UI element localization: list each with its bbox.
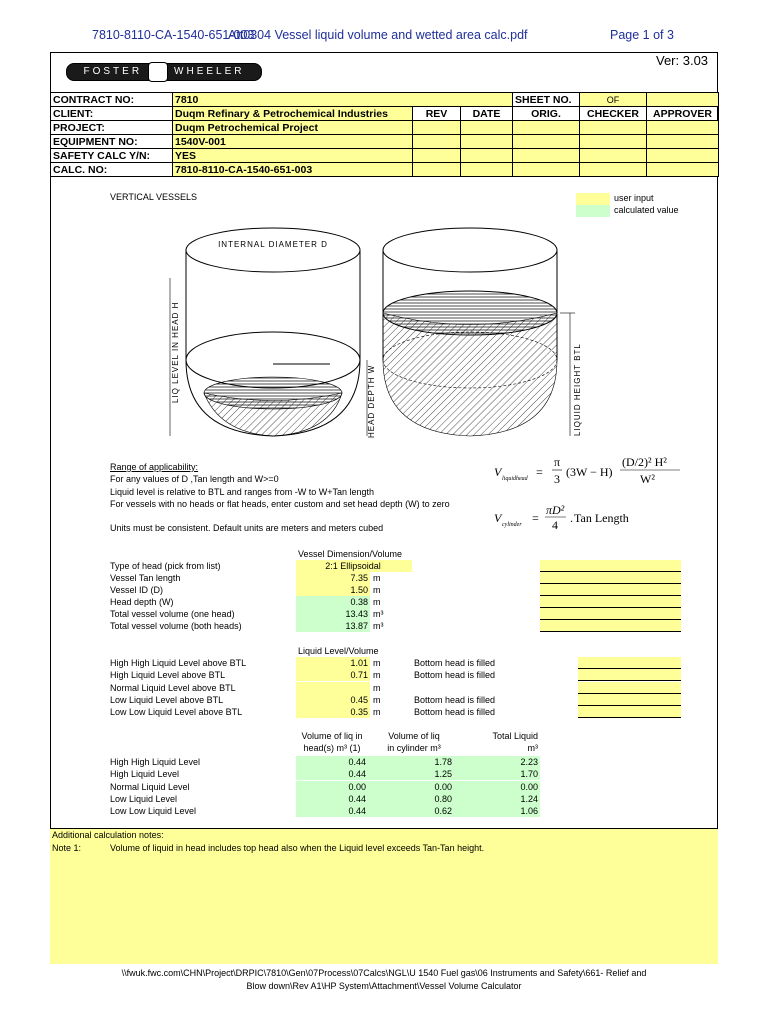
vessel-row-unit: m: [373, 573, 381, 583]
liquid-row-unit: m: [373, 707, 381, 717]
approver-header: APPROVER: [647, 107, 719, 121]
document-title: 7810-8110-CA-1540-651-003: [92, 28, 255, 42]
volume-total-value: 2.23: [454, 756, 540, 768]
vessel-diagram: [160, 218, 600, 458]
col-head-volume-header: Volume of liq in: [301, 731, 363, 741]
svg-text:V: V: [494, 465, 502, 479]
col-head-volume-subheader: head(s) m³ (1): [303, 743, 361, 753]
liquid-row-label: High Liquid Level above BTL: [110, 670, 226, 680]
orig-cell[interactable]: [513, 121, 580, 135]
orig-header: ORIG.: [513, 107, 580, 121]
formula-block: [490, 452, 690, 536]
volume-total-value: 1.24: [454, 793, 540, 805]
contract-label: CONTRACT NO:: [51, 93, 173, 107]
svg-text:V: V: [494, 511, 502, 525]
vessel-row-comment[interactable]: [540, 620, 681, 632]
vessel-row-comment[interactable]: [540, 572, 681, 584]
liquid-row-label: Low Low Liquid Level above BTL: [110, 707, 243, 717]
document-title-bar: [0, 28, 768, 48]
footer-line-2: Blow down\Rev A1\HP System\Attachment\Vessel Volume Calculator: [246, 981, 522, 991]
approver-cell[interactable]: [647, 121, 719, 135]
vessel-row-unit: m³: [373, 621, 384, 631]
legend-calculated: calculated value: [614, 205, 679, 215]
vessel-row-unit: m: [373, 585, 381, 595]
svg-text:(3W − H): (3W − H): [566, 465, 613, 479]
sheet-total[interactable]: [647, 93, 719, 107]
rev-cell[interactable]: [413, 121, 461, 135]
vessel-row-label: Vessel Tan length: [110, 573, 181, 583]
rev-cell[interactable]: [413, 163, 461, 177]
calc-label: CALC. NO:: [51, 163, 173, 177]
company-logo: [66, 63, 262, 81]
volume-head-value: 0.44: [296, 805, 368, 817]
liquid-row-note: Bottom head is filled: [414, 707, 496, 717]
logo-emblem-icon: [148, 62, 168, 82]
liquid-row-note: Bottom head is filled: [414, 658, 496, 668]
volume-head-value: 0.00: [296, 781, 368, 793]
client-value[interactable]: Duqm Refinary & Petrochemical Industries: [173, 107, 413, 121]
volume-row-label: High High Liquid Level: [110, 757, 201, 767]
liquid-row-value[interactable]: 0.35: [296, 706, 370, 718]
project-value[interactable]: Duqm Petrochemical Project: [173, 121, 413, 135]
table-row: [51, 135, 719, 149]
table-row: [51, 149, 719, 163]
vessel-row-label: Head depth (W): [110, 597, 174, 607]
checker-header: CHECKER: [580, 107, 647, 121]
logo-left-text: FOSTER: [83, 66, 143, 77]
vessel-row-label: Total vessel volume (one head): [110, 609, 235, 619]
vessel-row-comment[interactable]: [540, 584, 681, 596]
client-label: CLIENT:: [51, 107, 173, 121]
date-cell[interactable]: [461, 135, 513, 149]
volume-cyl-value: 0.80: [368, 793, 454, 805]
vessel-row-comment[interactable]: [540, 560, 681, 572]
liquid-row-value[interactable]: 1.01: [296, 657, 370, 669]
liquid-heading: Liquid Level/Volume: [298, 646, 379, 656]
date-cell[interactable]: [461, 121, 513, 135]
project-label: PROJECT:: [51, 121, 173, 135]
liquid-row-value[interactable]: [296, 682, 370, 694]
col-total-header: Total Liquid: [492, 731, 538, 741]
left-vessel: [170, 228, 376, 438]
liquid-row-label: Low Liquid Level above BTL: [110, 695, 224, 705]
volume-head-value: 0.44: [296, 756, 368, 768]
vessel-row-value: 13.87: [296, 620, 370, 632]
file-path-footer: [0, 967, 768, 993]
safety-label: SAFETY CALC Y/N:: [51, 149, 173, 163]
sheet-label: SHEET NO.: [513, 93, 580, 107]
svg-text:π: π: [554, 455, 561, 469]
date-header: DATE: [461, 107, 513, 121]
checker-cell[interactable]: [580, 135, 647, 149]
date-cell[interactable]: [461, 163, 513, 177]
vessel-heading: Vessel Dimension/Volume: [298, 549, 403, 559]
col-cyl-volume-subheader: in cylinder m³: [387, 743, 441, 753]
volume-cyl-value: 1.25: [368, 768, 454, 780]
table-row: [51, 121, 719, 135]
vessel-row-value[interactable]: 7.35: [296, 572, 370, 584]
equipment-label: EQUIPMENT NO:: [51, 135, 173, 149]
formula-tan-length: Tan Length: [574, 511, 629, 525]
liquid-row-label: High High Liquid Level above BTL: [110, 658, 247, 668]
legend-swatch-user: [576, 193, 610, 205]
svg-text:πD²: πD²: [546, 503, 565, 517]
notes-title: Additional calculation notes:: [52, 830, 164, 840]
note1-text: Volume of liquid in head includes top head also when the Liquid level exceeds Tan-Tan height.: [110, 843, 485, 853]
liquid-row-comment[interactable]: [578, 694, 681, 706]
liquid-row-value[interactable]: 0.45: [296, 694, 370, 706]
svg-text:(D/2)² H²: (D/2)² H²: [622, 455, 667, 469]
approver-cell[interactable]: [647, 163, 719, 177]
volume-row-label: Normal Liquid Level: [110, 782, 190, 792]
svg-text:3: 3: [554, 472, 560, 486]
safety-value[interactable]: YES: [173, 149, 413, 163]
liquid-row-comment[interactable]: [578, 669, 681, 681]
checker-cell[interactable]: [580, 149, 647, 163]
table-row: [51, 93, 719, 107]
approver-cell[interactable]: [647, 149, 719, 163]
vessel-row-unit: m: [373, 597, 381, 607]
orig-cell[interactable]: [513, 149, 580, 163]
footer-line-1: \\fwuk.fwc.com\CHN\Project\DRPIC\7810\Gen\07Process\07Calcs\NGL\U 1540 Fuel gas\06 Instruments and Safety\661- Relief and: [121, 968, 647, 978]
volume-cyl-value: 0.00: [368, 781, 454, 793]
rev-header: REV: [413, 107, 461, 121]
header-table: [50, 92, 719, 177]
vessel-row-value: 13.43: [296, 608, 370, 620]
rev-cell[interactable]: [413, 149, 461, 163]
liquid-row-unit: m: [373, 683, 381, 693]
volume-row-label: Low Low Liquid Level: [110, 806, 197, 816]
svg-text:=: =: [532, 511, 539, 525]
liquid-row-unit: m: [373, 695, 381, 705]
section-title: VERTICAL VESSELS: [110, 192, 198, 202]
vessel-row-label: Type of head (pick from list): [110, 561, 221, 571]
volume-total-value: 1.70: [454, 768, 540, 780]
volume-cyl-value: 1.78: [368, 756, 454, 768]
liquid-row-value[interactable]: 0.71: [296, 669, 370, 681]
vessel-row-value[interactable]: 1.50: [296, 584, 370, 596]
liquid-row-note: Bottom head is filled: [414, 670, 496, 680]
liquid-row-unit: m: [373, 670, 381, 680]
vessel-row-label: Total vessel volume (both heads): [110, 621, 242, 631]
range-line-3: For vessels with no heads or flat heads, enter custom and set head depth (W) to zero: [110, 499, 450, 509]
svg-text:=: =: [536, 465, 543, 479]
approver-cell[interactable]: [647, 135, 719, 149]
liquid-row-comment[interactable]: [578, 657, 681, 669]
col-cyl-volume-header: Volume of liq: [388, 731, 440, 741]
contract-value[interactable]: 7810: [173, 93, 513, 107]
volume-total-value: 0.00: [454, 781, 540, 793]
liquid-row-comment[interactable]: [578, 682, 681, 694]
vessel-row-unit: m³: [373, 609, 384, 619]
liquid-row-note: Bottom head is filled: [414, 695, 496, 705]
svg-text:4: 4: [552, 518, 558, 532]
table-row: [51, 163, 719, 177]
orig-cell[interactable]: [513, 163, 580, 177]
calc-value[interactable]: 7810-8110-CA-1540-651-003: [173, 163, 413, 177]
range-line-1: For any values of D ,Tan length and W>=0: [110, 474, 279, 484]
note1-label: Note 1:: [52, 843, 82, 853]
date-cell[interactable]: [461, 149, 513, 163]
rev-cell[interactable]: [413, 135, 461, 149]
liq-level-label: LIQ LEVEL IN HEAD H: [171, 301, 180, 403]
volume-cyl-value: 0.62: [368, 805, 454, 817]
right-vessel: [383, 228, 582, 436]
volume-row-label: Low Liquid Level: [110, 794, 178, 804]
volume-head-value: 0.44: [296, 793, 368, 805]
liquid-row-unit: m: [373, 658, 381, 668]
liquid-row-comment[interactable]: [578, 706, 681, 718]
volume-total-value: 1.06: [454, 805, 540, 817]
svg-text:W²: W²: [640, 472, 655, 486]
liquid-row-label: Normal Liquid Level above BTL: [110, 683, 236, 693]
liquid-height-label: LIQUID HEIGHT BTL: [573, 343, 582, 436]
document-title-overlap: Att0304 Vessel liquid volume and wetted area calc.pdf: [228, 28, 528, 42]
checker-cell[interactable]: [580, 121, 647, 135]
internal-diameter-label: INTERNAL DIAMETER D: [218, 240, 328, 249]
orig-cell[interactable]: [513, 135, 580, 149]
formula-cylinder-subscript: cylinder: [502, 522, 522, 528]
range-line-4: Units must be consistent. Default units are meters and meters cubed: [110, 523, 384, 533]
vessel-row-value[interactable]: 2:1 Ellipsoidal: [296, 560, 412, 572]
legend-swatch-calculated: [576, 205, 610, 217]
vessel-row-value: 0.38: [296, 596, 370, 608]
logo-right-text: WHEELER: [174, 66, 245, 77]
col-total-subheader: m³: [527, 743, 538, 753]
vessel-row-comment[interactable]: [540, 608, 681, 620]
volume-row-label: High Liquid Level: [110, 769, 180, 779]
version-label: Ver: 3.03: [656, 53, 709, 68]
equipment-value[interactable]: 1540V-001: [173, 135, 413, 149]
range-line-2: Liquid level is relative to BTL and ranges from -W to W+Tan length: [110, 487, 375, 497]
page-indicator: Page 1 of 3: [610, 28, 674, 42]
sheet-of[interactable]: OF: [580, 93, 647, 107]
vessel-row-label: Vessel ID (D): [110, 585, 164, 595]
formula-liquidhead-subscript: liquidhead: [502, 476, 528, 482]
vessel-row-comment[interactable]: [540, 596, 681, 608]
range-title: Range of applicability:: [110, 462, 199, 472]
legend-user-input: user input: [614, 193, 654, 203]
table-row: [51, 107, 719, 121]
head-depth-label: HEAD DEPTH W: [367, 364, 376, 438]
checker-cell[interactable]: [580, 163, 647, 177]
notes-section[interactable]: [50, 828, 718, 964]
svg-text:.: .: [570, 511, 573, 525]
volume-head-value: 0.44: [296, 768, 368, 780]
